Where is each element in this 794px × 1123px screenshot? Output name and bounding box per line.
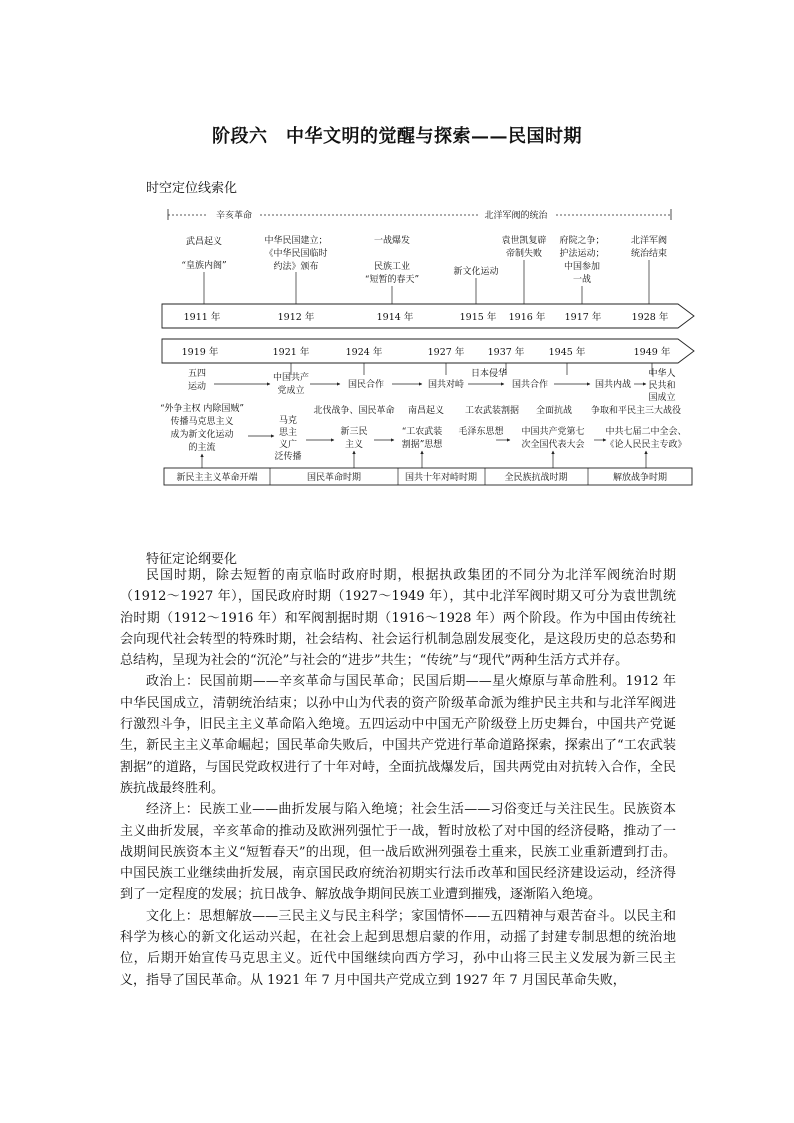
event-text: 护法运动；: [559, 249, 605, 259]
era-label-xinhai: 辛亥革命: [215, 211, 253, 221]
event-text: “皇族内阁”: [181, 261, 227, 271]
year-label: 1937 年: [487, 347, 525, 358]
event-beifa: 北伐战争、国民革命: [313, 406, 395, 416]
thought-first: 的主流: [188, 443, 216, 453]
event-text: 帝制失败: [505, 249, 543, 259]
flow-party: 党成立: [277, 386, 305, 396]
year-label: 1911 年: [183, 312, 221, 323]
top-event-1912: [264, 234, 327, 272]
year-label: 1919 年: [181, 347, 219, 358]
year-label: 1949 年: [633, 347, 671, 358]
period-connectors: [202, 451, 646, 468]
paragraph-politics: 政治上：民国前期——辛亥革命与国民革命；民国后期——星火燎原与革命胜利。1912 年中华民国成立，清朝统治结束；以孙中山为代表的资产阶级革命派为维护民主共和与北洋军阀进行激烈斗争，旧民主主义革命陷入绝境。五四运动中中国无产阶级登上历史舞台，中国共产党诞生，新民主主义革命崛起；国民革命失败后，中国共产党进行革命道路探索，探索出了“工农武装割据”的道路，与国民党政权进行了十年对峙，全面抗战爆发后，国共两党由对抗转入合作，全民族抗战最终胜利。: [120, 674, 676, 796]
thought-gongnong: “工农武装: [401, 427, 443, 437]
body-text: [120, 565, 676, 991]
event-text: 武昌起义: [185, 237, 223, 247]
thought-marx: 义广: [278, 440, 298, 450]
event-text: 中国参加: [563, 262, 601, 272]
period-label: 解放战争时期: [612, 473, 668, 483]
event-nanchang: 南昌起义: [407, 406, 445, 416]
top-event-1928: [631, 234, 667, 259]
period-label: 国共十年对峙时期: [404, 473, 478, 483]
event-text: 统治结束: [630, 249, 668, 259]
flow-coop1: 国民合作: [347, 380, 385, 390]
thought-seventh: 次全国代表大会: [521, 440, 585, 450]
thought-sanmin: 新三民: [340, 427, 368, 437]
flow-row: [188, 367, 676, 403]
period-label: 全民族抗战时期: [504, 473, 568, 483]
features-heading: 特征定论纲要化: [146, 552, 238, 567]
thought-sanmin: 主义: [344, 440, 364, 450]
year-label: 1921 年: [272, 347, 310, 358]
paragraph-overview: 民国时期，除去短暂的南京临时政府时期，根据执政集团的不同分为北洋军阀统治时期（1912～1927 年），国民政府时期（1927～1949 年），其中北洋军阀时期又可分为袁世凯统治时期（1912～1916 年）和军阀割据时期（1916～1928 年）两个阶段。作为中国由传统社会向现代社会转型的特殊时期，社会结构、社会运行机制急剧发展变化，是这段历史的总态势和总结构，呈现为社会的“沉沦”与社会的“进步”共生；“传统”与“现代”两种生活方式并存。: [120, 568, 676, 669]
event-text: 中华民国建立；: [264, 236, 328, 246]
period-label: 国民革命时期: [306, 473, 362, 483]
year-label: 1928 年: [631, 312, 669, 323]
thought-row: [160, 402, 687, 462]
top-event-1915: [453, 265, 498, 277]
thought-first: 传播马克思主义: [170, 417, 234, 427]
year-label: 1915 年: [459, 312, 497, 323]
event-text: 民族工业: [373, 262, 411, 272]
thought-plenary: 中共七届二中全会、: [605, 427, 687, 437]
flow-prc: 中华人: [648, 369, 676, 379]
top-event-1914: [365, 234, 419, 285]
timeline-diagram: [150, 200, 700, 492]
paragraph-economy: 经济上：民族工业——曲折发展与陷入绝境；社会生活——习俗变迁与关注民生。民族资本主义曲折发展，辛亥革命的推动及欧洲列强忙于一战，暂时放松了对中国的经济侵略，推动了一战期间民族资本主义“短暂春天”的出现，但一战后欧洲列强卷土重来，民族工业重新遭到打击。中国民族工业继续曲折发展，南京国民政府统治初期实行法币改革和国民经济建设运动，经济得到了一定程度的发展；抗日战争、解放战争期间民族工业遭到摧残，逐渐陷入绝境。: [120, 802, 676, 903]
event-text: 一战爆发: [373, 236, 411, 246]
thought-marx: 泛传播: [274, 452, 302, 462]
flow-prc: 民共和: [648, 381, 676, 391]
thought-first: 成为新文化运动: [170, 430, 234, 440]
event-text: 约法》颁布: [273, 262, 319, 272]
flow-party: 中国共产: [272, 373, 310, 383]
event-text: 袁世凯复辟: [501, 236, 547, 246]
flow-war: 国共内战: [594, 380, 632, 390]
flow-coop2: 国共合作: [511, 380, 549, 390]
year-bar-top: [162, 304, 694, 328]
thought-seventh: 中国共产党第七: [521, 427, 585, 437]
era-label-beiyang: 北洋军阀的统治: [484, 211, 548, 221]
event-text: 北洋军阀: [630, 236, 668, 246]
year-label: 1916 年: [508, 312, 546, 323]
timeline-heading: 时空定位线索化: [146, 181, 238, 196]
event-text: 府院之争；: [559, 236, 605, 246]
page-title: 阶段六 中华文明的觉醒与探索——民国时期: [212, 126, 582, 147]
year-label: 1945 年: [548, 347, 586, 358]
year-label: 1912 年: [277, 312, 315, 323]
event-text: 新文化运动: [453, 267, 499, 277]
flow-prc: 国成立: [648, 393, 676, 403]
top-event-1917: [559, 234, 604, 285]
thought-marx: 马克: [278, 416, 298, 426]
flow-wusi: 运动: [187, 382, 207, 392]
event-text: 《中华民国临时: [264, 249, 328, 259]
event-gongnong: 工农武装割据: [464, 406, 520, 416]
year-label: 1917 年: [564, 312, 602, 323]
event-text: “短暂的春天”: [364, 275, 420, 285]
period-label: 新民主主义革命开端: [176, 473, 258, 483]
event-text: 一战: [572, 275, 592, 285]
event-peace: 争取和平民主三大战役: [590, 406, 682, 416]
year-label: 1927 年: [427, 347, 465, 358]
year-label: 1914 年: [376, 312, 414, 323]
thought-first: “外争主权 内除国贼”: [159, 404, 245, 414]
top-event-1916: [501, 234, 546, 259]
year-label: 1924 年: [345, 347, 383, 358]
flow-japan: 日本侵华: [470, 369, 508, 379]
paragraph-culture: 文化上：思想解放——三民主义与民主科学；家国情怀——五四精神与艰苦奋斗。以民主和科学为核心的新文化运动兴起，在社会上起到思想启蒙的作用，动摇了封建专制思想的统治地位，后期开始宣传马克思主义。近代中国继续向西方学习，孙中山将三民主义发展为新三民主义，指导了国民革命。从 1921 年 7 月中国共产党成立到 1927 年 7 月国民革命失败，: [120, 908, 676, 988]
thought-marx: 思主: [278, 428, 298, 438]
top-event-1911: [181, 235, 226, 271]
thought-mao: 毛泽东思想: [458, 427, 504, 437]
thought-plenary: 《论人民民主专政》: [605, 440, 687, 450]
thought-gongnong: 割据”思想: [401, 440, 443, 450]
flow-wusi: 五四: [187, 369, 207, 379]
flow-confront: 国共对峙: [427, 380, 465, 390]
event-kangzhan: 全面抗战: [535, 406, 573, 416]
